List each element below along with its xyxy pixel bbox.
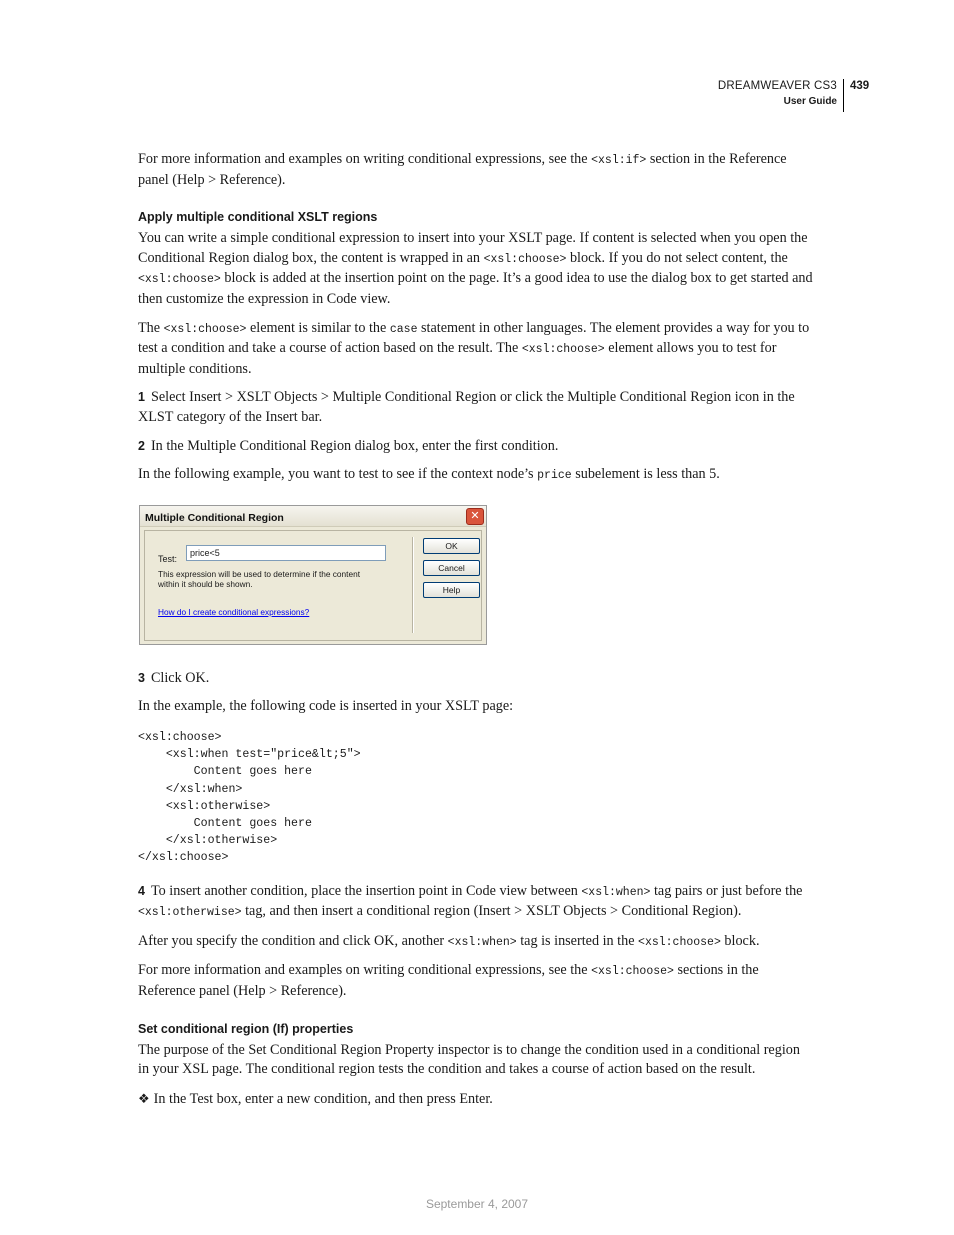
- dialog-screenshot: [139, 505, 487, 645]
- dialog-description: This expression will be used to determine if the content within it should be shown.: [158, 568, 360, 590]
- paragraph: In the following example, you want to test to see if the context node’s price subelement is less than 5.: [138, 466, 720, 483]
- help-button[interactable]: Help: [423, 582, 480, 598]
- footer-date: September 4, 2007: [425, 1197, 529, 1211]
- step-2: 2 In the Multiple Conditional Region dialog box, enter the first condition.: [138, 437, 559, 454]
- dialog-panel: [144, 530, 482, 641]
- dialog-divider: [412, 537, 414, 633]
- section-heading-multiple: Apply multiple conditional XSLT regions: [138, 210, 378, 225]
- header-guide: User Guide: [783, 96, 837, 107]
- paragraph: For more information and examples on writing conditional expressions, see the <xsl:choose> sections in the Reference panel (Help > Reference).: [138, 962, 759, 999]
- test-input[interactable]: price<5: [186, 545, 386, 561]
- diamond-bullet-icon: ❖: [138, 1090, 150, 1106]
- close-icon[interactable]: ✕: [466, 508, 484, 525]
- paragraph: The <xsl:choose> element is similar to the case statement in other languages. The element provides a way for you to test a condition and take a course of action based on the result. The <xsl:choose> element allows you to test for multiple conditions.: [138, 319, 810, 377]
- inline-code: case: [389, 322, 418, 336]
- page-body: [138, 150, 814, 1118]
- header-product: DREAMWEAVER CS3: [717, 80, 837, 92]
- dialog-titlebar: [140, 506, 486, 527]
- inline-code: <xsl:choose>: [163, 322, 247, 336]
- inline-code: <xsl:if>: [591, 154, 647, 167]
- paragraph: The purpose of the Set Conditional Region Property inspector is to change the condition used in a conditional region in your XSL page. The conditional region tests the condition and takes a course of action based on the result.: [138, 1041, 800, 1078]
- inline-code: <xsl:when>: [447, 935, 517, 949]
- inline-code: <xsl:when>: [581, 885, 651, 899]
- running-header: [718, 79, 844, 112]
- step-3: 3 Click OK.: [138, 669, 210, 686]
- inline-code: <xsl:choose>: [521, 343, 605, 357]
- section-heading-if-properties: Set conditional region (If) properties: [138, 1021, 354, 1036]
- inline-code: <xsl:choose>: [638, 935, 721, 949]
- paragraph: You can write a simple conditional expression to insert into your XSLT page. If content is selected when you open the Conditional Region dialog box, the content is wrapped in an <xsl:choose> block. If you do not select content, the <xsl:choose> block is added at the insertion point on the page. It’s a good idea to use the dialog box to get started and then customize the expression in Code view.: [138, 230, 813, 307]
- ok-button[interactable]: OK: [423, 538, 480, 554]
- code-block: <xsl:choose> <xsl:when test="price&lt;5"> Content goes here </xsl:when> <xsl:otherwise> Content goes here </xsl:otherwise> </xsl:choose>: [138, 730, 361, 865]
- step-1: 1 Select Insert > XSLT Objects > Multiple Conditional Region or click the Multiple Conditional Region icon in the XLST category of the Insert bar.: [138, 389, 795, 425]
- cancel-button[interactable]: Cancel: [423, 560, 480, 576]
- intro-paragraph: For more information and examples on writing conditional expressions, see the <xsl:if> section in the Reference panel (Help > Reference).: [138, 151, 787, 188]
- dialog-title: Multiple Conditional Region: [145, 511, 284, 524]
- bullet-item: ❖ In the Test box, enter a new condition, and then press Enter.: [138, 1090, 493, 1107]
- test-label: Test:: [158, 553, 178, 564]
- inline-code: <xsl:otherwise>: [138, 906, 242, 920]
- inline-code: price: [537, 469, 572, 483]
- paragraph: After you specify the condition and click OK, another <xsl:when> tag is inserted in the <xsl:choose> block.: [138, 932, 760, 949]
- inline-code: <xsl:choose>: [138, 273, 221, 287]
- step-4: 4 To insert another condition, place the insertion point in Code view between <xsl:when> tag pairs or just before the <xsl:otherwise> tag, and then insert a conditional region (Insert > XSLT Objects > Conditional Region).: [138, 882, 803, 920]
- help-link[interactable]: How do I create conditional expressions?: [158, 606, 310, 617]
- page-number: 439: [850, 80, 870, 92]
- inline-code: <xsl:choose>: [483, 252, 567, 266]
- inline-code: <xsl:choose>: [591, 965, 674, 979]
- paragraph: In the example, the following code is inserted in your XSLT page:: [138, 698, 514, 715]
